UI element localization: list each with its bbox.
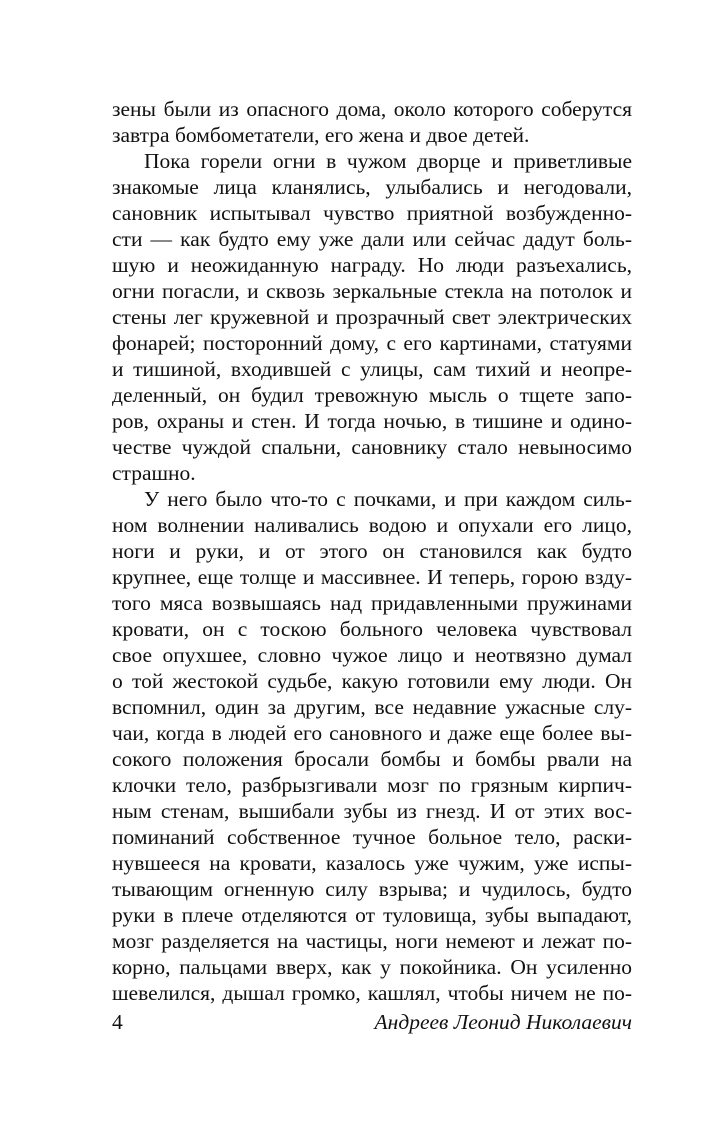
text-line: корно, пальцами вверх, как у покойника. Он усиленно [112,955,632,979]
text-line: знакомые лица кланялись, улыбались и негодовали, [112,175,632,199]
text-line: и тишиной, входившей с улицы, сам тихий и неопре- [112,357,632,381]
text-line: стены лег кружевной и прозрачный свет электрических [112,305,632,329]
text-line: шую и неожиданную награду. Но люди разъехались, [112,253,632,277]
text-line: крупнее, еще толще и массивнее. И теперь, горою взду- [112,565,632,589]
text-line: шевелился, дышал громко, кашлял, чтобы ничем не по- [112,981,632,1005]
running-footer-author: Андреев Леонид Николаевич [374,1010,632,1034]
text-line: кровати, он с тоскою больного человека чувствовал [112,617,632,641]
text-line: вспомнил, один за другим, все недавние ужасные слу- [112,695,632,719]
page-number: 4 [112,1010,123,1034]
text-line: зены были из опасного дома, около которого соберутся [112,97,632,121]
text-line: мозг разделяется на частицы, ноги немеют и лежат по- [112,929,632,953]
text-line: нувшееся на кровати, казалось уже чужим, уже испы- [112,851,632,875]
text-line: Пока горели огни в чужом дворце и приветливые [144,149,632,173]
text-line: завтра бомбометатели, его жена и двое детей. [112,123,530,147]
text-line: У него было что-то с почками, и при каждом силь- [144,487,632,511]
text-line: ноги и руки, и от этого он становился как будто [112,539,632,563]
text-line: фонарей; посторонний дому, с его картинами, статуями [112,331,632,355]
text-line: ров, охраны и стен. И тогда ночью, в тишине и одино- [112,409,632,433]
text-line: того мяса возвышаясь над придавленными пружинами [112,591,632,615]
text-line: тывающим огненную силу взрыва; и чудилось, будто [112,877,632,901]
text-line: страшно. [112,461,196,485]
text-line: деленный, он будил тревожную мысль о тщете запо- [112,383,632,407]
text-line: клочки тело, разбрызгивали мозг по грязным кирпич- [112,773,632,797]
text-line: о той жестокой судьбе, какую готовили ему люди. Он [112,669,632,693]
text-line: руки в плече отделяются от туловища, зубы выпадают, [112,903,632,927]
text-line: огни погасли, и сквозь зеркальные стекла на потолок и [112,279,632,303]
text-line: ным стенам, вышибали зубы из гнезд. И от этих вос- [112,799,632,823]
text-line: сановник испытывал чувство приятной возбужденно- [112,201,632,225]
text-line: сти — как будто ему уже дали или сейчас дадут боль- [112,227,632,251]
text-line: чаи, когда в людей его сановного и даже еще более вы- [112,721,632,745]
text-line: честве чуждой спальни, сановнику стало невыносимо [112,435,632,459]
text-line: поминаний собственное тучное больное тело, раски- [112,825,632,849]
text-line: свое опухшее, словно чужое лицо и неотвязно думал [112,643,632,667]
text-line: сокого положения бросали бомбы и бомбы рвали на [112,747,632,771]
text-line: ном волнении наливались водою и опухали его лицо, [112,513,632,537]
